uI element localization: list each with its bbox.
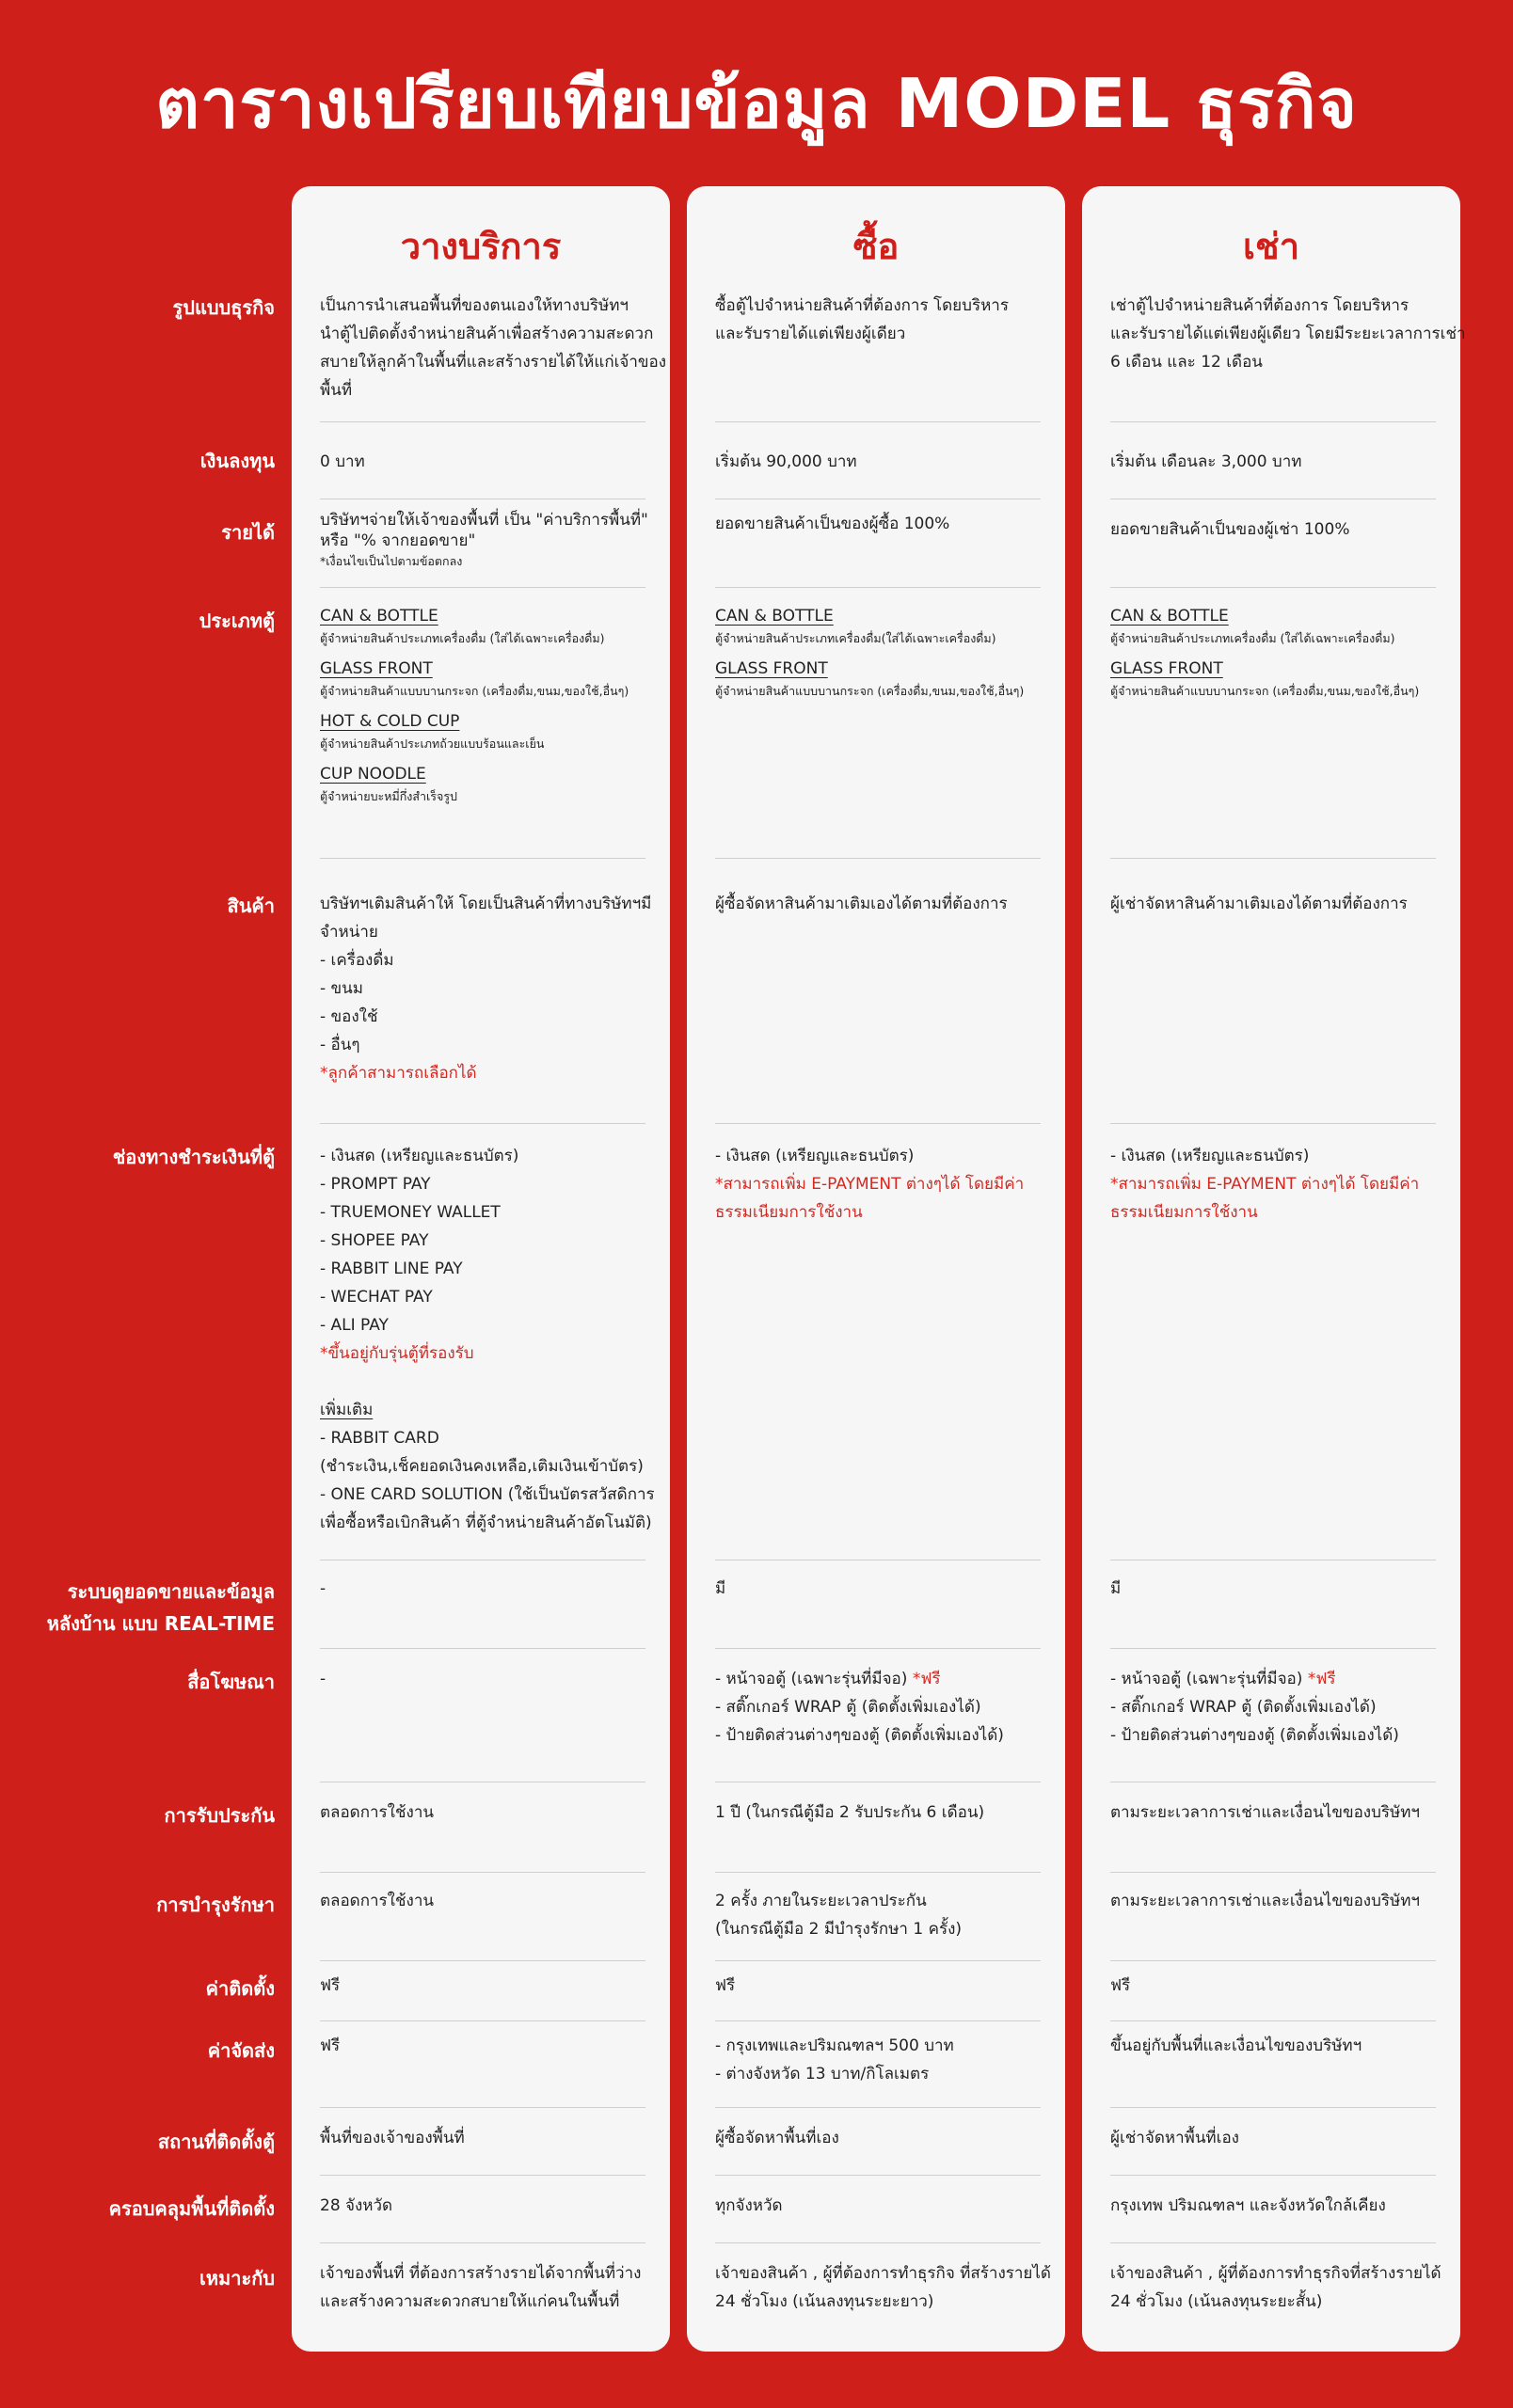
text-line: เจ้าของสินค้า , ผู้ที่ต้องการทำธุรกิจ ที่สร้างรายได้ [715,2264,1051,2283]
product-note: *ลูกค้าสามารถเลือกได้ [320,1064,477,1083]
divider [1110,858,1436,859]
text-line: - ขนม [320,979,363,998]
text-line: ทุกจังหวัด [715,2196,783,2215]
text-line [715,1665,1041,1693]
label-location: สถานที่ติดตั้งตู้ [157,2131,275,2153]
divider [1110,1960,1436,1961]
payment-note: *สามารถเพิ่ม E-PAYMENT ต่างๆได้ โดยมีค่า [715,1175,1025,1194]
cabinet-name: GLASS FRONT [715,659,828,678]
text-line: - สติ๊กเกอร์ WRAP ตู้ (ติดตั้งเพิ่มเองได้) [715,1698,981,1717]
text-line: ขึ้นอยู่กับพื้นที่และเงื่อนไขของบริษัทฯ [1110,2036,1362,2055]
cell-service-location [320,2124,645,2152]
text-line: - [320,1579,326,1598]
media-screen: - หน้าจอตู้ (เฉพาะรุ่นที่มีจอ) [1110,1670,1308,1688]
cabinet-name: GLASS FRONT [1110,659,1223,678]
label-realtime-1: ระบบดูยอดขายและข้อมูล [67,1580,275,1603]
cell-buy-media [715,1665,1041,1750]
text-line: ตลอดการใช้งาน [320,1803,434,1822]
cabinet-desc: ตู้จำหน่ายสินค้าแบบบานกระจก (เครื่องดื่ม,ขนม,ของใช้,อื่นๆ) [1110,684,1420,698]
payment-note: ธรรมเนียมการใช้งาน [1110,1203,1258,1222]
text-line: มี [715,1579,726,1598]
text-line: 1 ปี (ในกรณีตู้มือ 2 รับประกัน 6 เดือน) [715,1803,985,1822]
cell-buy-model [715,292,1041,348]
text-line: 24 ชั่วโมง (เน้นลงทุนระยะยาว) [715,2292,934,2311]
divider [320,2242,645,2243]
text-line: ซื้อตู้ไปจำหน่ายสินค้าที่ต้องการ โดยบริหาร [715,296,1009,315]
payment-item: - เงินสด (เหรียญและธนบัตร) [715,1147,915,1165]
label-media: สื่อโฆษณา [187,1671,275,1693]
cabinet-name: HOT & COLD CUP [320,712,460,731]
text-line: พื้นที่ของเจ้าของพื้นที่ [320,2129,465,2147]
divider [715,1872,1041,1873]
cell-service-maintenance [320,1887,645,1915]
text-line: ฟรี [320,1976,341,1995]
cell-rent-media [1110,1665,1436,1750]
label-investment: เงินลงทุน [199,450,275,472]
payment-extra: - RABBIT CARD [320,1429,439,1448]
label-maintenance: การบำรุงรักษา [156,1893,275,1916]
divider [715,1960,1041,1961]
text-line: - ป้ายติดส่วนต่างๆของตู้ (ติดตั้งเพิ่มเองได้) [715,1726,1004,1745]
divider [1110,1872,1436,1873]
cell-service-suitable [320,2259,645,2316]
card-buy [687,186,1065,2352]
text-line: และรับรายได้แต่เพียงผู้เดียว โดยมีระยะเวลาการเช่า [1110,325,1466,343]
payment-extra: - ONE CARD SOLUTION (ใช้เป็นบัตรสวัสดิการ [320,1485,655,1504]
label-payment: ช่องทางชำระเงินที่ตู้ [112,1146,275,1168]
text-line: - กรุงเทพและปริมณฑลฯ 500 บาท [715,2036,954,2055]
divider [715,2107,1041,2108]
text-line: เริ่มต้น 90,000 บาท [715,452,857,471]
page-title: ตารางเปรียบเทียบข้อมูล MODEL ธุรกิจ [155,64,1358,143]
cell-rent-product [1110,890,1436,918]
divider [715,858,1041,859]
text-line: บริษัทฯเติมสินค้าให้ โดยเป็นสินค้าที่ทางบริษัทฯมี [320,895,652,913]
divider [715,1123,1041,1124]
payment-extra: เพื่อซื้อหรือเบิกสินค้า ที่ตู้จำหน่ายสินค้าอัตโนมัติ) [320,1513,652,1532]
divider [715,2020,1041,2021]
cell-buy-suitable [715,2259,1051,2316]
text-line: ฟรี [1110,1976,1131,1995]
text-line: มี [1110,1579,1122,1598]
divider [320,1648,645,1649]
text-line: - ป้ายติดส่วนต่างๆของตู้ (ติดตั้งเพิ่มเองได้) [1110,1726,1399,1745]
divider [1110,2020,1436,2021]
cell-rent-income [1110,515,1436,544]
cell-buy-payment [715,1142,1041,1227]
text-line: ผู้ซื้อจัดหาพื้นที่เอง [715,2129,839,2147]
text-line: - สติ๊กเกอร์ WRAP ตู้ (ติดตั้งเพิ่มเองได้) [1110,1698,1377,1717]
label-product: สินค้า [227,895,275,917]
cell-service-realtime [320,1575,645,1603]
text-line: 0 บาท [320,452,365,471]
divider [1110,2242,1436,2243]
cell-rent-location [1110,2124,1436,2152]
payment-item: - RABBIT LINE PAY [320,1259,463,1278]
cell-service-cabinet [320,604,645,807]
label-suitable: เหมาะกับ [199,2267,275,2289]
label-install-fee: ค่าติดตั้ง [205,1977,275,2000]
divider [715,1648,1041,1649]
divider [320,2020,645,2021]
cell-rent-payment [1110,1142,1436,1227]
divider [1110,1648,1436,1649]
payment-item: - TRUEMONEY WALLET [320,1203,501,1222]
cabinet-name: GLASS FRONT [320,659,433,678]
cabinet-desc: ตู้จำหน่ายสินค้าประเภทถ้วยแบบร้อนและเย็น [320,737,545,751]
payment-item: - เงินสด (เหรียญและธนบัตร) [1110,1147,1310,1165]
cell-service-delivery [320,2032,645,2060]
label-income: รายได้ [221,521,275,544]
payment-note: *ขึ้นอยู่กับรุ่นตู้ที่รองรับ [320,1344,474,1363]
payment-extra-title: เพิ่มเติม [320,1401,374,1419]
divider [320,587,645,588]
text-line: เจ้าของพื้นที่ ที่ต้องการสร้างรายได้จากพื้นที่ว่าง [320,2264,642,2283]
cell-buy-delivery [715,2032,1041,2088]
payment-item: - เงินสด (เหรียญและธนบัตร) [320,1147,519,1165]
text-line: - ต่างจังหวัด 13 บาท/กิโลเมตร [715,2065,930,2083]
text-line: ตามระยะเวลาการเช่าและเงื่อนไขของบริษัทฯ [1110,1892,1420,1910]
cabinet-name: CAN & BOTTLE [1110,607,1229,626]
cabinet-name: CUP NOODLE [320,765,426,784]
divider [320,1872,645,1873]
text-line: ตามระยะเวลาการเช่าและเงื่อนไขของบริษัทฯ [1110,1803,1420,1822]
label-business-model: รูปแบบธุรกิจ [172,296,275,319]
payment-item: - WECHAT PAY [320,1288,433,1307]
cell-buy-investment [715,448,1041,476]
free-tag: *ฟรี [1307,1670,1336,1688]
divider [1110,2175,1436,2176]
divider [715,421,1041,422]
text-line: และรับรายได้แต่เพียงผู้เดียว [715,325,906,343]
divider [1110,421,1436,422]
payment-note: ธรรมเนียมการใช้งาน [715,1203,863,1222]
text-line: ผู้ซื้อจัดหาสินค้ามาเติมเองได้ตามที่ต้องการ [715,895,1008,913]
label-realtime-2: หลังบ้าน แบบ REAL-TIME [46,1612,275,1635]
text-line: - [320,1670,326,1688]
card-rent [1082,186,1466,2352]
card-service [292,186,670,2352]
divider [320,2107,645,2108]
cabinet-name: CAN & BOTTLE [320,607,438,626]
cell-buy-maintenance [715,1887,1041,1943]
cabinet-desc: ตู้จำหน่ายสินค้าประเภทเครื่องดื่ม(ใส่ได้เฉพาะเครื่องดื่ม) [715,631,996,645]
cell-rent-suitable [1110,2259,1441,2316]
divider [715,2242,1041,2243]
text-line: เจ้าของสินค้า , ผู้ที่ต้องการทำธุรกิจที่สร้างรายได้ [1110,2264,1441,2283]
cell-service-media [320,1665,645,1693]
free-tag: *ฟรี [912,1670,941,1688]
cell-buy-product [715,890,1041,918]
text-line: ยอดขายสินค้าเป็นของผู้เช่า 100% [1110,520,1350,539]
payment-note: *สามารถเพิ่ม E-PAYMENT ต่างๆได้ โดยมีค่า [1110,1175,1420,1194]
cell-buy-coverage [715,2192,1041,2220]
divider [1110,2107,1436,2108]
divider [715,2175,1041,2176]
cabinet-desc: ตู้จำหน่ายสินค้าแบบบานกระจก (เครื่องดื่ม,ขนม,ของใช้,อื่นๆ) [320,684,629,698]
divider [1110,1123,1436,1124]
label-cabinet-type: ประเภทตู้ [199,610,275,632]
cell-rent-warranty [1110,1798,1436,1827]
text-line: นำตู้ไปติดตั้งจำหน่ายสินค้าเพื่อสร้างความสะดวก [320,325,654,343]
cabinet-desc: ตู้จำหน่ายสินค้าประเภทเครื่องดื่ม (ใส่ได้เฉพาะเครื่องดื่ม) [1110,631,1395,645]
cell-buy-warranty [715,1798,1041,1827]
cell-buy-income [715,510,1041,538]
text-line: ฟรี [715,1976,736,1995]
cell-service-income [320,510,648,572]
cell-buy-install [715,1972,1041,2000]
cell-rent-cabinet [1110,604,1436,702]
cell-service-coverage [320,2192,645,2220]
cell-rent-delivery [1110,2032,1436,2060]
cell-buy-location [715,2124,1041,2152]
label-warranty: การรับประกัน [164,1804,275,1827]
divider [320,858,645,859]
text-line: ผู้เช่าจัดหาสินค้ามาเติมเองได้ตามที่ต้องการ [1110,895,1408,913]
cell-service-model [320,292,667,404]
label-coverage: ครอบคลุมพื้นที่ติดตั้ง [108,2197,275,2220]
card-title-service: วางบริการ [400,226,562,267]
cell-buy-realtime [715,1575,1041,1603]
text-line: ฟรี [320,2036,341,2055]
card-title-rent: เช่า [1242,226,1300,267]
cell-rent-model [1110,292,1466,376]
text-line: จำหน่าย [320,923,378,942]
text-line: - เครื่องดื่ม [320,951,394,970]
text-line: 6 เดือน และ 12 เดือน [1110,353,1263,372]
cell-rent-realtime [1110,1575,1436,1603]
payment-item: - ALI PAY [320,1316,389,1335]
cabinet-desc: ตู้จำหน่ายบะหมี่กึ่งสำเร็จรูป [320,789,457,803]
cabinet-desc: ตู้จำหน่ายสินค้าแบบบานกระจก (เครื่องดื่ม,ขนม,ของใช้,อื่นๆ) [715,684,1025,698]
text-line: หรือ "% จากยอดขาย" [320,531,476,550]
cabinet-desc: ตู้จำหน่ายสินค้าประเภทเครื่องดื่ม (ใส่ได้เฉพาะเครื่องดื่ม) [320,631,605,645]
cell-service-warranty [320,1798,645,1827]
text-line [1110,1665,1436,1693]
media-screen: - หน้าจอตู้ (เฉพาะรุ่นที่มีจอ) [715,1670,913,1688]
cell-rent-maintenance [1110,1887,1436,1915]
cell-rent-coverage [1110,2192,1436,2220]
text-line: พื้นที่ [320,381,353,400]
divider [320,1960,645,1961]
divider [715,587,1041,588]
text-line: ยอดขายสินค้าเป็นของผู้ซื้อ 100% [715,515,950,533]
cabinet-name: CAN & BOTTLE [715,607,834,626]
text-line: ตลอดการใช้งาน [320,1892,434,1910]
divider [320,1123,645,1124]
text-line: กรุงเทพ ปริมณฑลฯ และจังหวัดใกล้เคียง [1110,2196,1386,2215]
text-line: บริษัทฯจ่ายให้เจ้าของพื้นที่ เป็น "ค่าบริการพื้นที่" [320,511,648,530]
text-line: สบายให้ลูกค้าในพื้นที่และสร้างรายได้ให้แก่เจ้าของ [320,353,667,372]
card-title-buy: ซื้อ [852,226,900,267]
cell-service-product [320,890,652,1087]
text-line: ผู้เช่าจัดหาพื้นที่เอง [1110,2129,1239,2147]
cell-service-payment [320,1142,655,1537]
text-line: - อื่นๆ [320,1036,360,1054]
text-line: และสร้างความสะดวกสบายให้แก่คนในพื้นที่ [320,2292,620,2311]
cell-service-investment [320,448,645,476]
cell-buy-cabinet [715,604,1041,702]
text-line: - ของใช้ [320,1007,378,1026]
divider [1110,587,1436,588]
text-line: เช่าตู้ไปจำหน่ายสินค้าที่ต้องการ โดยบริหาร [1110,296,1409,315]
cell-rent-install [1110,1972,1436,2000]
label-delivery: ค่าจัดส่ง [207,2039,275,2062]
payment-item: - PROMPT PAY [320,1175,431,1194]
text-line: 28 จังหวัด [320,2196,393,2215]
text-line: เป็นการนำเสนอพื้นที่ของตนเองให้ทางบริษัทฯ [320,296,629,315]
payment-extra: (ชำระเงิน,เช็คยอดเงินคงเหลือ,เติมเงินเข้าบัตร) [320,1457,644,1476]
income-note: *เงื่อนไขเป็นไปตามข้อตกลง [320,554,463,568]
text-line: (ในกรณีตู้มือ 2 มีบำรุงรักษา 1 ครั้ง) [715,1920,963,1939]
divider [320,421,645,422]
divider [320,2175,645,2176]
payment-item: - SHOPEE PAY [320,1231,429,1250]
text-line: เริ่มต้น เดือนละ 3,000 บาท [1110,452,1302,471]
cell-service-install [320,1972,645,2000]
text-line: 2 ครั้ง ภายในระยะเวลาประกัน [715,1892,927,1910]
cell-rent-investment [1110,448,1436,476]
text-line: 24 ชั่วโมง (เน้นลงทุนระยะสั้น) [1110,2292,1323,2311]
